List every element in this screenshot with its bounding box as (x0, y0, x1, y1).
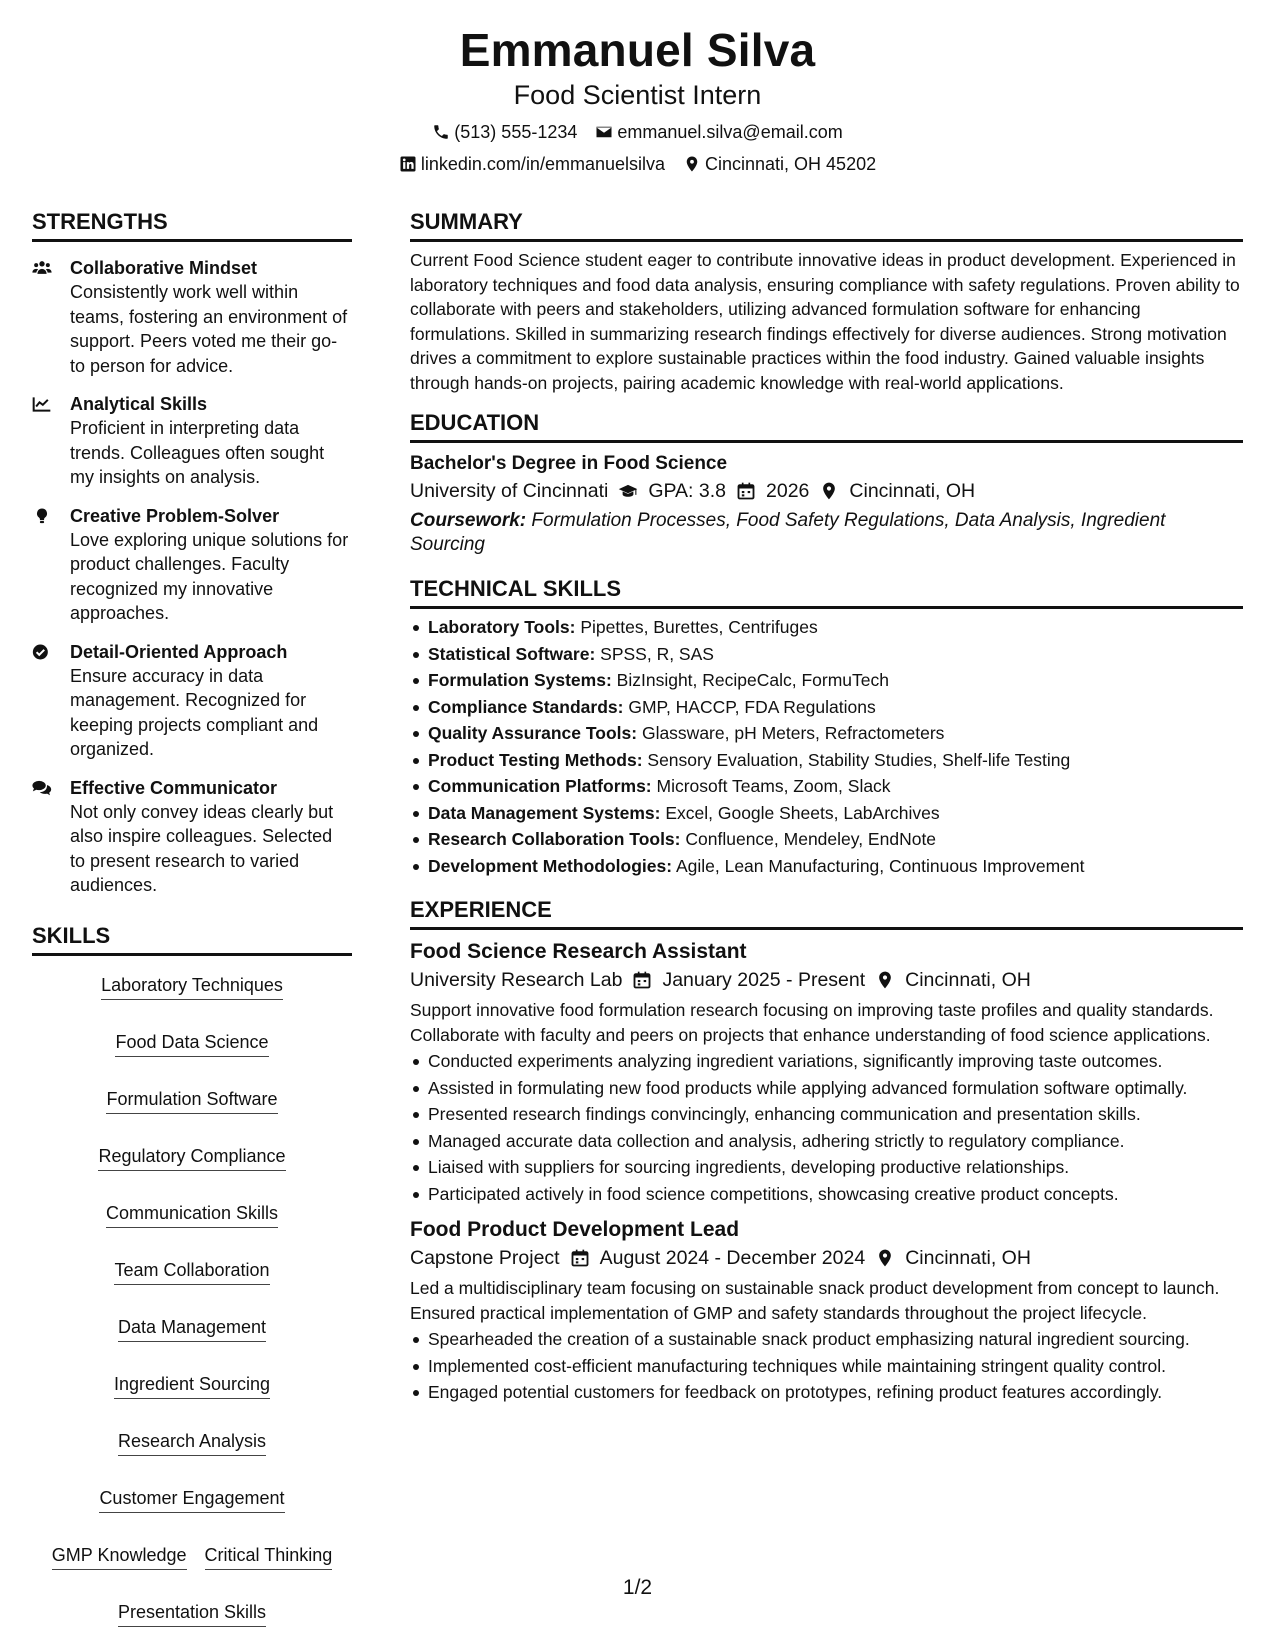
skill-tag: Customer Engagement (99, 1486, 284, 1513)
list-item: Participated actively in food science competitions, showcasing creative product concepts. (410, 1182, 1243, 1207)
list-item: Communication Platforms: Microsoft Teams, Zoom, Slack (410, 774, 1243, 799)
education-year: 2026 (766, 480, 810, 502)
linkedin-icon (399, 155, 417, 173)
page-number: 1/2 (622, 1576, 653, 1599)
education-degree: Bachelor's Degree in Food Science (410, 453, 728, 474)
strength-item (32, 256, 352, 378)
left-column (32, 208, 352, 1627)
right-column (410, 208, 1243, 1405)
map-pin-icon (875, 1248, 895, 1268)
job-dates: August 2024 - December 2024 (599, 1247, 866, 1269)
strength-desc: Love exploring unique solutions for product challenges. Faculty recognized my innovative approaches. (70, 529, 349, 623)
skill-tag: Critical Thinking (205, 1543, 333, 1570)
chart-line-icon (32, 395, 52, 413)
education-location: Cincinnati, OH (849, 480, 976, 502)
skill-tag: GMP Knowledge (52, 1543, 187, 1570)
list-item: Formulation Systems: BizInsight, RecipeCalc, FormuTech (410, 668, 1243, 693)
list-item: Assisted in formulating new food products while applying advanced formulation software optimally. (410, 1076, 1243, 1101)
strength-title: Collaborative Mindset (70, 258, 258, 278)
strengths-heading: STRENGTHS (32, 208, 352, 242)
email-text[interactable]: emmanuel.silva@email.com (617, 122, 843, 142)
job-location: Cincinnati, OH (905, 969, 1031, 991)
skill-tag: Formulation Software (106, 1087, 277, 1114)
contact-row-1 (0, 120, 1275, 144)
check-circle-icon (32, 643, 52, 661)
skill-tag: Ingredient Sourcing (114, 1372, 270, 1399)
job-bullets (410, 1327, 1243, 1405)
education-school: University of Cincinnati (410, 480, 609, 502)
strength-desc: Not only convey ideas clearly but also inspire colleagues. Selected to present research to varied audiences. (70, 801, 334, 895)
technical-heading: TECHNICAL SKILLS (410, 575, 1243, 609)
strength-item (32, 504, 352, 626)
strength-title: Analytical Skills (70, 394, 208, 414)
users-icon (32, 259, 52, 277)
graduation-cap-icon (618, 481, 638, 501)
comments-icon (32, 779, 52, 797)
contact-row-2 (0, 152, 1275, 176)
map-pin-icon (875, 970, 895, 990)
list-item: Compliance Standards: GMP, HACCP, FDA Regulations (410, 695, 1243, 720)
strength-item (32, 640, 352, 762)
lightbulb-icon (32, 507, 52, 525)
summary-heading: SUMMARY (410, 208, 1243, 242)
education-coursework (410, 509, 1243, 557)
calendar-icon (736, 481, 756, 501)
job-title: Food Product Development Lead (410, 1218, 740, 1241)
skill-tag: Communication Skills (106, 1201, 278, 1228)
list-item: Liaised with suppliers for sourcing ingredients, developing productive relationships. (410, 1155, 1243, 1180)
job-desc: Led a multidisciplinary team focusing on sustainable snack product development from concept to launch. Ensured practical implementation of GMP and safety standards throughout the project lifecycle. (410, 1278, 1220, 1323)
job-location: Cincinnati, OH (905, 1247, 1031, 1269)
technical-list (410, 615, 1243, 878)
list-item: Engaged potential customers for feedback on prototypes, refining product features accordingly. (410, 1380, 1243, 1405)
list-item: Development Methodologies: Agile, Lean Manufacturing, Continuous Improvement (410, 854, 1243, 879)
list-item: Quality Assurance Tools: Glassware, pH Meters, Refractometers (410, 721, 1243, 746)
job-desc: Support innovative food formulation research focusing on improving taste profiles and quality standards. Collaborate with faculty and peers on projects that enhance understanding of food science applications. (410, 1000, 1214, 1045)
strength-title: Creative Problem-Solver (70, 505, 280, 526)
job-dates: January 2025 - Present (662, 969, 866, 991)
strength-item (32, 776, 352, 898)
envelope-icon (595, 123, 613, 141)
contact-linkedin[interactable] (399, 152, 665, 176)
job-org: Capstone Project (410, 1247, 560, 1269)
skill-tag: Regulatory Compliance (98, 1144, 285, 1171)
list-item: Presented research findings convincingly, enhancing communication and presentation skills. (410, 1102, 1243, 1127)
calendar-icon (632, 970, 652, 990)
list-item: Product Testing Methods: Sensory Evaluation, Stability Studies, Shelf-life Testing (410, 748, 1243, 773)
phone-icon (432, 123, 450, 141)
map-pin-icon (683, 155, 701, 173)
education-meta (410, 477, 1243, 505)
skill-tag: Presentation Skills (118, 1600, 266, 1627)
candidate-role: Food Scientist Intern (513, 80, 762, 110)
list-item: Managed accurate data collection and analysis, adhering strictly to regulatory compliance. (410, 1129, 1243, 1154)
contact-email[interactable] (595, 120, 842, 144)
skills-list (32, 973, 352, 1627)
experience-heading: EXPERIENCE (410, 896, 1243, 930)
skill-tag: Laboratory Techniques (101, 973, 283, 1000)
phone-text: (513) 555-1234 (454, 122, 578, 142)
list-item: Statistical Software: SPSS, R, SAS (410, 642, 1243, 667)
linkedin-text[interactable]: linkedin.com/in/emmanuelsilva (420, 154, 665, 174)
list-item: Laboratory Tools: Pipettes, Burettes, Centrifuges (410, 615, 1243, 640)
strength-title: Effective Communicator (70, 777, 278, 798)
skill-tag: Team Collaboration (114, 1258, 269, 1285)
list-item: Conducted experiments analyzing ingredient variations, significantly improving taste outcomes. (410, 1049, 1243, 1074)
calendar-icon (570, 1248, 590, 1268)
job-title: Food Science Research Assistant (410, 940, 747, 963)
skill-tag: Data Management (118, 1315, 266, 1342)
summary-text: Current Food Science student eager to contribute innovative ideas in product development. Experienced in laboratory techniques and food data analysis, ensuring compliance with safety regulations. Proven ability to collaborate with peers and stakeholders, utilizing advanced formulation software for enhancing formulations. Skilled in summarizing research findings effectively for diverse audiences. Strong motivation drives a commitment to explore sustainable practices within the food industry. Gained valuable insights through hands-on projects, pairing academic knowledge with real-world applications. (410, 250, 1240, 393)
strength-desc: Proficient in interpreting data trends. Colleagues often sought my insights on analysis. (70, 418, 325, 487)
skill-tag: Research Analysis (118, 1429, 266, 1456)
list-item: Data Management Systems: Excel, Google Sheets, LabArchives (410, 801, 1243, 826)
education-gpa: GPA: 3.8 (648, 480, 727, 502)
contact-phone (432, 120, 577, 144)
contact-location (683, 152, 876, 176)
strength-title: Detail-Oriented Approach (70, 641, 288, 662)
list-item: Implemented cost-efficient manufacturing techniques while maintaining stringent quality control. (410, 1354, 1243, 1379)
location-text: Cincinnati, OH 45202 (705, 154, 877, 174)
strength-desc: Consistently work well within teams, fostering an environment of support. Peers voted me their go-to person for advice. (70, 282, 348, 376)
job-entry (410, 1216, 1243, 1405)
education-heading: EDUCATION (410, 409, 1243, 443)
job-org: University Research Lab (410, 969, 623, 991)
map-pin-icon (819, 481, 839, 501)
skills-heading: SKILLS (32, 922, 352, 956)
coursework-text: Formulation Processes, Food Safety Regulations, Data Analysis, Ingredient Sourcing (410, 510, 1166, 555)
coursework-label: Coursework: (410, 510, 527, 531)
job-bullets (410, 1049, 1243, 1206)
resume-header (0, 22, 1275, 176)
strength-item (32, 392, 352, 490)
candidate-name: Emmanuel Silva (459, 24, 816, 76)
job-meta (410, 1244, 1243, 1272)
strength-desc: Ensure accuracy in data management. Recognized for keeping projects compliant and organized. (70, 665, 319, 759)
list-item: Research Collaboration Tools: Confluence, Mendeley, EndNote (410, 827, 1243, 852)
job-meta (410, 966, 1243, 994)
job-entry (410, 938, 1243, 1206)
skill-tag: Food Data Science (115, 1030, 268, 1057)
list-item: Spearheaded the creation of a sustainable snack product emphasizing natural ingredient sourcing. (410, 1327, 1243, 1352)
